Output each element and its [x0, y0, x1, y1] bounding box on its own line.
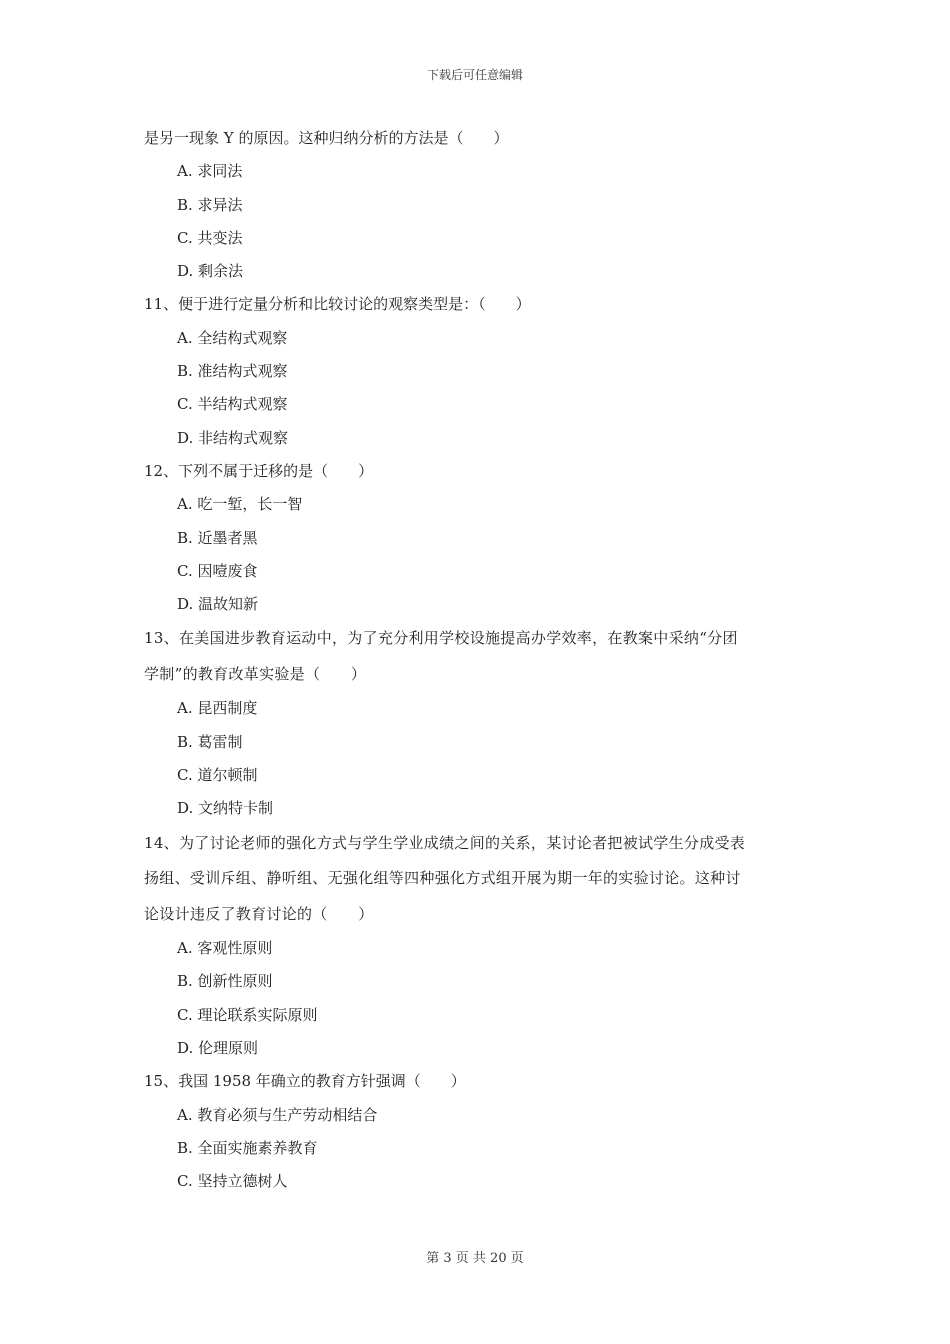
option-d: D. 文纳特卡制: [177, 799, 274, 818]
option-c: C. 坚持立德树人: [177, 1172, 288, 1191]
option-b: B. 近墨者黑: [177, 528, 258, 547]
option-d: D. 非结构式观察: [177, 428, 289, 447]
question-12: [144, 455, 814, 621]
option-d: D. 剩余法: [177, 262, 244, 281]
option-d: D. 伦理原则: [177, 1039, 259, 1058]
option-d: D. 温故知新: [177, 595, 259, 614]
question-continuation: 是另一现象 Y 的原因。这种归纳分析的方法是（ ）: [144, 129, 509, 147]
option-a: A. 求同法: [177, 162, 243, 181]
question-stem-line-3: 论设计违反了教育讨论的（ ）: [144, 904, 374, 923]
option-a: A. 客观性原则: [177, 939, 273, 958]
option-a: A. 昆西制度: [177, 699, 258, 718]
question-stem-line-1: 14、为了讨论老师的强化方式与学生学业成绩之间的关系，某讨论者把被试学生分成受表: [144, 833, 746, 852]
question-stem-line-2: 扬组、受训斥组、静听组、无强化组等四种强化方式组开展为期一年的实验讨论。这种讨: [144, 869, 741, 888]
question-stem: 15、我国 1958 年确立的教育方针强调（ ）: [144, 1072, 466, 1091]
option-a: A. 全结构式观察: [177, 328, 288, 347]
page-header: 下载后可任意编辑: [426, 68, 523, 82]
option-c: C. 理论联系实际原则: [177, 1005, 318, 1024]
option-a: A. 吃一堑，长一智: [177, 495, 303, 514]
question-stem-line-1: 13、在美国进步教育运动中，为了充分利用学校设施提高办学效率，在教案中采纳“分团: [144, 629, 738, 648]
question-stem: 11、便于进行定量分析和比较讨论的观察类型是：（ ）: [144, 295, 531, 314]
option-c: C. 共变法: [177, 228, 243, 247]
option-b: B. 准结构式观察: [177, 362, 288, 381]
page-footer: 第 3 页 共 20 页: [426, 1251, 524, 1266]
option-b: B. 葛雷制: [177, 732, 243, 751]
option-c: C. 半结构式观察: [177, 395, 288, 414]
question-13: [144, 621, 814, 825]
option-b: B. 求异法: [177, 195, 243, 214]
question-stem-line-2: 学制”的教育改革实验是（ ）: [144, 664, 367, 683]
page-content: [144, 122, 814, 1199]
question-15: [144, 1065, 814, 1198]
option-b: B. 全面实施素养教育: [177, 1138, 318, 1157]
question-14: [144, 826, 814, 1066]
option-c: C. 因噎废食: [177, 561, 258, 580]
option-a: A. 教育必须与生产劳动相结合: [177, 1105, 378, 1124]
question-stem: 12、下列不属于迁移的是（ ）: [144, 461, 374, 480]
option-c: C. 道尔顿制: [177, 766, 258, 785]
question-11: [144, 288, 814, 454]
option-b: B. 创新性原则: [177, 972, 273, 991]
